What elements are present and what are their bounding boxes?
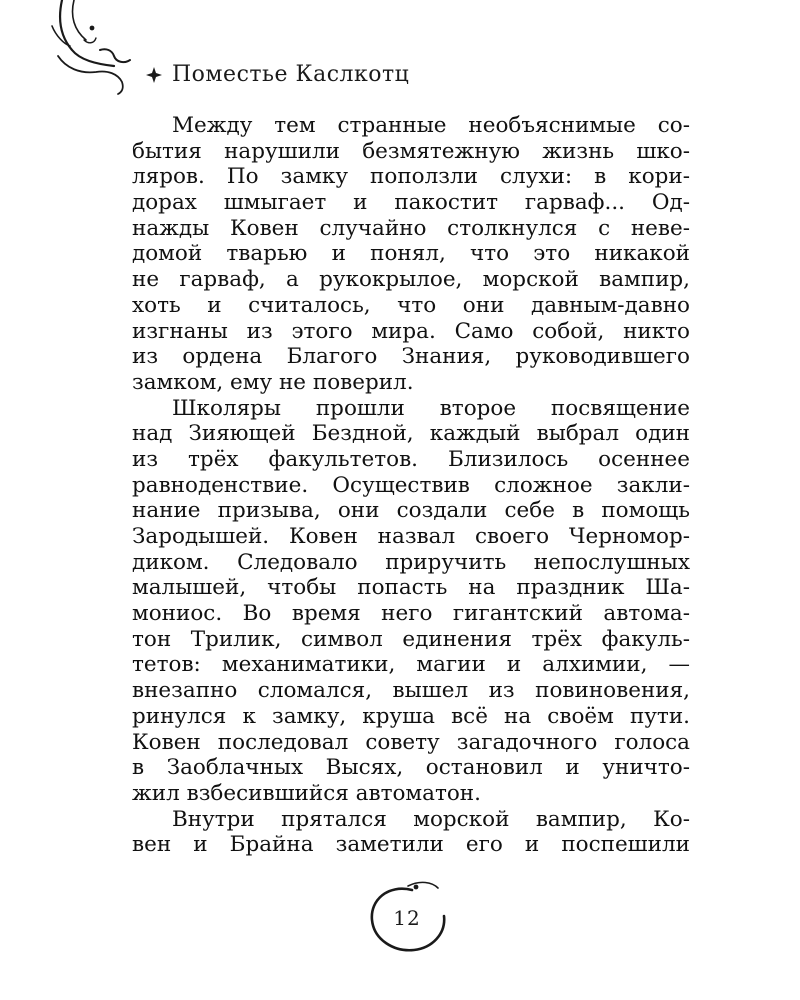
text-line: диком. Следовало приручить непослушных: [132, 549, 690, 575]
running-header: [146, 62, 409, 87]
text-line: над Зияющей Бездной, каждый выбрал один: [132, 421, 690, 447]
text-line: изгнаны из этого мира. Само собой, никто: [132, 318, 690, 344]
text-line: нажды Ковен случайно столкнулся с неве-: [132, 215, 690, 241]
text-line: внезапно сломался, вышел из повиновения,: [132, 678, 690, 704]
text-line: равноденствие. Осуществив сложное закли-: [132, 472, 690, 498]
text-line: мониос. Во время него гигантский автома-: [132, 601, 690, 627]
text-line: Зародышей. Ковен назвал своего Черномор-: [132, 524, 690, 549]
text-line: тон Трилик, символ единения трёх факуль-: [132, 626, 690, 652]
text-line: домой тварью и понял, что это никакой: [132, 241, 690, 267]
text-line: ляров. По замку поползли слухи: в кори-: [132, 164, 690, 190]
text-line: нание призыва, они создали себе в помощь: [132, 498, 690, 524]
text-line: Между тем странные необъяснимые со-: [172, 113, 690, 138]
text-line: Внутри прятался морской вампир, Ко-: [172, 806, 690, 832]
text-line: хоть и считалось, что они давным-давно: [132, 292, 690, 318]
text-line: Школяры прошли второе посвящение: [172, 395, 690, 421]
four-point-star-icon: [146, 67, 162, 83]
text-line: дорах шмыгает и пакостит гарваф... Од-: [132, 190, 690, 216]
paragraph: [132, 396, 690, 807]
body-text: [132, 113, 690, 858]
text-line: бытия нарушили безмятежную жизнь шко-: [132, 138, 690, 164]
text-line: малышей, чтобы попасть на праздник Ша-: [132, 575, 690, 601]
running-header-title: Поместье Каслкотц: [172, 62, 410, 87]
text-line: из ордена Благого Знания, руководившего: [132, 344, 690, 370]
page-number: 12: [393, 906, 421, 930]
text-line: в Заоблачных Высях, остановил и уничто-: [132, 755, 690, 781]
text-line: замком, ему не поверил.: [132, 369, 414, 395]
text-line: из трёх факультетов. Близилось осеннее: [132, 446, 690, 472]
corner-swirl-ornament: [44, 0, 144, 96]
text-line: не гарваф, а рукокрылое, морской вампир,: [132, 267, 690, 293]
paragraph: [132, 113, 690, 396]
text-line: жил взбесившийся автоматон.: [132, 780, 481, 806]
text-line: тетов: механиматики, магии и алхимии, —: [132, 652, 690, 678]
text-line: вен и Брайна заметили его и поспешили: [132, 832, 690, 858]
text-line: ринулся к замку, круша всё на своём пути.: [132, 703, 690, 729]
text-line: Ковен последовал совету загадочного голоса: [132, 729, 690, 755]
paragraph: [132, 807, 690, 858]
